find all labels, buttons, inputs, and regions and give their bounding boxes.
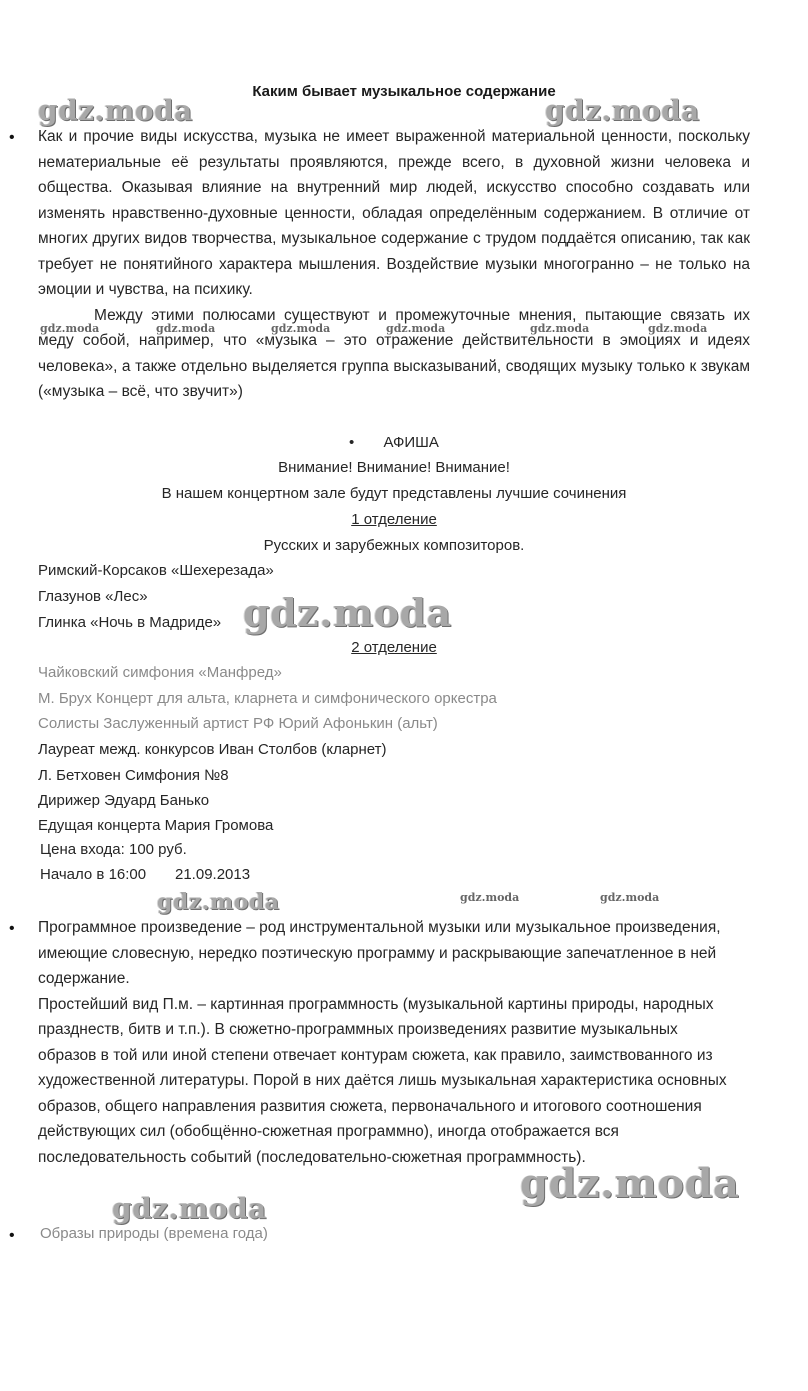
poster-heading-text: АФИША xyxy=(383,434,439,451)
bullet-marker: • xyxy=(9,1227,15,1244)
poster-heading: • АФИША xyxy=(349,434,439,451)
watermark: gdz.moda xyxy=(386,322,446,335)
program-item: Л. Бетховен Симфония №8 xyxy=(38,767,229,784)
watermark: gdz.moda xyxy=(600,891,660,904)
watermark: gdz.moda xyxy=(38,94,193,127)
program-item: Лауреат межд. конкурсов Иван Столбов (кларнет) xyxy=(38,741,387,758)
section-1-text xyxy=(38,124,750,405)
part2-label-text: 2 отделение xyxy=(351,639,437,656)
poster-attention: Внимание! Внимание! Внимание! xyxy=(278,459,510,476)
watermark: gdz.moda xyxy=(648,322,708,335)
page-title: Каким бывает музыкальное содержание xyxy=(252,83,556,100)
part1-label-text: 1 отделение xyxy=(351,511,437,528)
watermark: gdz.moda xyxy=(271,322,331,335)
poster-part1-subtitle: Русских и зарубежных композиторов. xyxy=(263,537,525,554)
program-item: Солисты Заслуженный артист РФ Юрий Афонькин (альт) xyxy=(38,715,438,732)
program-item: М. Брух Концерт для альта, кларнета и симфонического оркестра xyxy=(38,690,497,707)
program-item: Глазунов «Лес» xyxy=(38,588,148,605)
section-3-text: Образы природы (времена года) xyxy=(40,1225,268,1242)
watermark: gdz.moda xyxy=(545,94,700,127)
poster-price: Цена входа: 100 руб. xyxy=(40,841,187,858)
bullet-marker: • xyxy=(9,920,15,937)
watermark: gdz.moda xyxy=(156,322,216,335)
section-2-paragraph-2: Простейший вид П.м. – картинная программность (музыкальной картины природы, народных празднеств, битв и т.п.). В сюжетно-программных произведениях развитие музыкальных образов в той или иной степени отвечает контурам сюжета, как правило, заимствованного из художественной литературы. Порой в них даётся лишь музыкальная характеристика основных образов, общего направления развития сюжета, первоначального и итогового соотношения действующих сил (обобщённо-сюжетная программно), иногда отображается вся последовательность событий (последовательно-сюжетная программность). xyxy=(38,995,727,1166)
program-item: Едущая концерта Мария Громова xyxy=(38,817,274,834)
poster-start-time: Начало в 16:00 xyxy=(40,866,147,883)
poster-intro: В нашем концертном зале будут представлены лучшие сочинения xyxy=(161,485,627,502)
poster-date: 21.09.2013 xyxy=(175,866,251,883)
watermark: gdz.moda xyxy=(40,322,100,335)
program-item: Чайковский симфония «Манфред» xyxy=(38,664,282,681)
poster-part2-label xyxy=(40,637,748,659)
watermark: gdz.moda xyxy=(460,891,520,904)
watermark: gdz.moda xyxy=(530,322,590,335)
watermark: gdz.moda xyxy=(157,889,280,915)
section-2-paragraph-1: Программное произведение – род инструментальной музыки или музыкальное произведения, имеющие словесную, нередко поэтическую программу и раскрывающие запечатленное в ней содержание. xyxy=(38,919,721,987)
bullet-marker: • xyxy=(9,129,15,146)
watermark: gdz.moda xyxy=(520,1160,740,1207)
watermark: gdz.moda xyxy=(243,590,452,635)
watermark: gdz.moda xyxy=(112,1192,267,1225)
section-1-paragraph-2: Между этими полюсами существуют и промежуточные мнения, пытающие связать их меду собой, например, что «музыка – это отражение действительности в эмоциях и идеях человека», а также отдельно выделяется группа высказываний, сводящих музыку только к звукам («музыка – всё, что звучит») xyxy=(38,306,750,400)
section-2-text xyxy=(38,915,738,1170)
section-1-paragraph-1: Как и прочие виды искусства, музыка не имеет выраженной материальной ценности, поскольку нематериальные её результаты проявляются, прежде всего, в духовной жизни человека и общества. Оказывая влияние на внутренний мир людей, искусство способно создавать или изменять нравственно-духовные ценности, обладая определённым содержанием. В отличие от многих других видов творчества, музыкальное содержание с трудом поддаётся описанию, так как требует не понятийного характера мышления. Воздействие музыки многогранно – не только на эмоции и чувства, на психику. xyxy=(38,128,750,298)
program-item: Глинка «Ночь в Мадриде» xyxy=(38,614,222,631)
program-item: Римский-Корсаков «Шехерезада» xyxy=(38,562,274,579)
program-item: Дирижер Эдуард Банько xyxy=(38,792,210,809)
poster-part1-label xyxy=(40,509,748,531)
